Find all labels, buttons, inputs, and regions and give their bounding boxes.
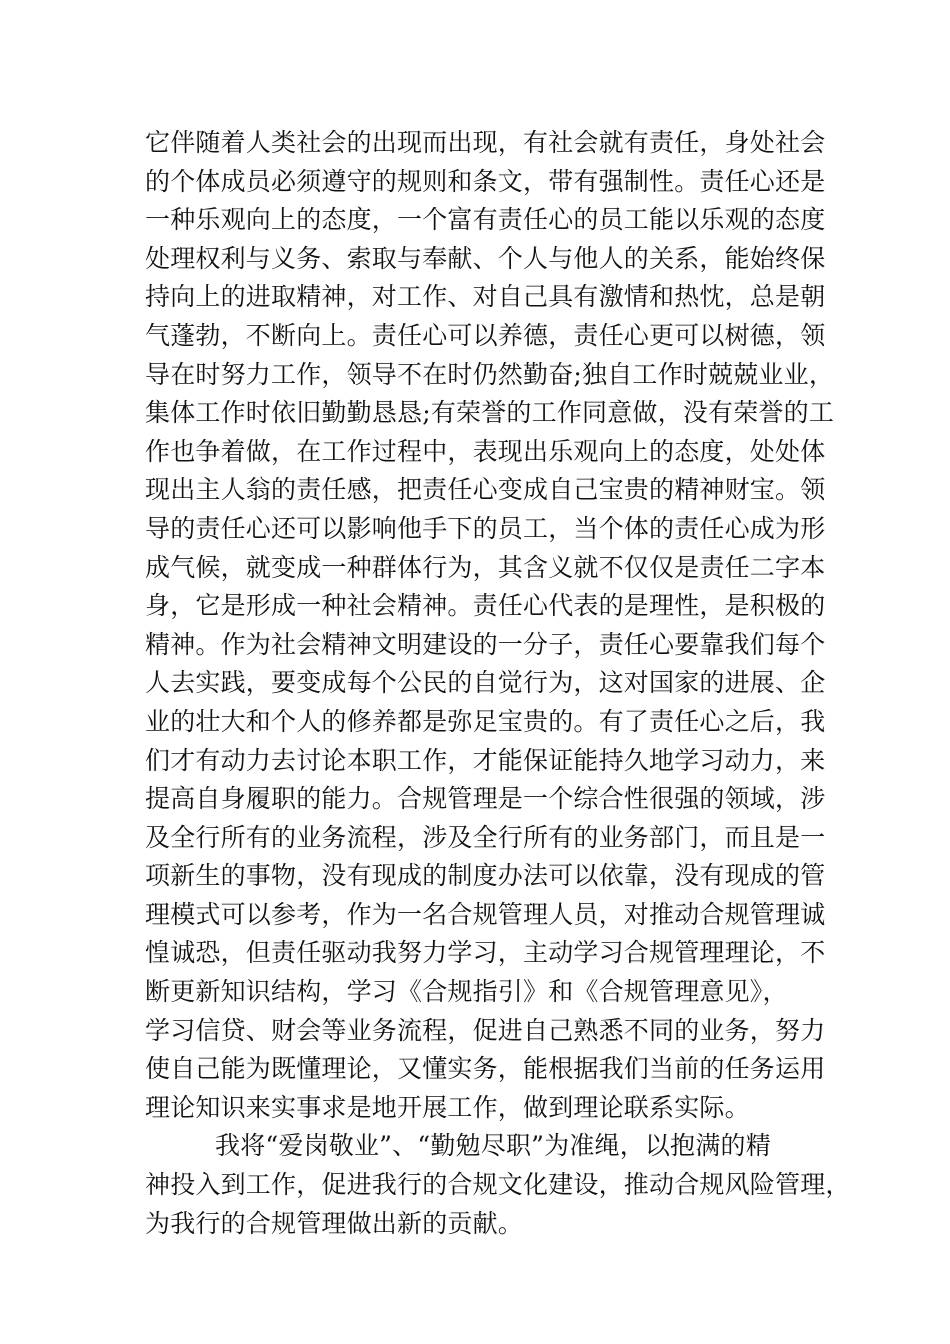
text-line: 一种乐观向上的态度，一个富有责任心的员工能以乐观的态度 [145, 205, 826, 235]
text-line: 使自己能为既懂理论，又懂实务，能根据我们当前的任务运用 [145, 1054, 826, 1084]
text-line: 的个体成员必须遵守的规则和条文，带有强制性。责任心还是 [145, 166, 826, 196]
text-line: 导的责任心还可以影响他手下的员工，当个体的责任心成为形 [145, 513, 826, 543]
text-line: 理模式可以参考，作为一名合规管理人员，对推动合规管理诚 [145, 899, 826, 929]
text-line: 为我行的合规管理做出新的贡献。 [145, 1208, 524, 1238]
text-line: 神投入到工作，促进我行的合规文化建设，推动合规风险管理， [145, 1170, 851, 1200]
text-line: 断更新知识结构，学习《合规指引》和《合规管理意见》， [145, 977, 788, 1007]
text-line: 集体工作时依旧勤勤恳恳;有荣誉的工作同意做，没有荣誉的工 [145, 398, 835, 428]
text-line: 人去实践，要变成每个公民的自觉行为，这对国家的进展、企 [145, 668, 826, 698]
text-line: 它伴随着人类社会的出现而出现，有社会就有责任，身处社会 [145, 128, 826, 157]
text-line: 理论知识来实事求是地开展工作，做到理论联系实际。 [145, 1092, 750, 1122]
text-line: 身，它是形成一种社会精神。责任心代表的是理性，是积极的 [145, 591, 826, 621]
text-line: 项新生的事物，没有现成的制度办法可以依靠，没有现成的管 [145, 861, 826, 891]
text-line: 惶诚恐，但责任驱动我努力学习，主动学习合规管理理论，不 [145, 938, 826, 968]
paragraph-1 [145, 124, 835, 1127]
text-line: 持向上的进取精神，对工作、对自己具有激情和热忱，总是朝 [145, 282, 826, 312]
text-line: 现出主人翁的责任感，把责任心变成自己宝贵的精神财宝。领 [145, 475, 826, 505]
text-line: 导在时努力工作，领导不在时仍然勤奋;独自工作时兢兢业业， [145, 359, 835, 389]
text-line: 们才有动力去讨论本职工作，才能保证能持久地学习动力，来 [145, 745, 826, 775]
text-line: 处理权利与义务、索取与奉献、个人与他人的关系，能始终保 [145, 243, 826, 273]
text-line: 精神。作为社会精神文明建设的一分子，责任心要靠我们每个 [145, 629, 826, 659]
paragraph-2 [145, 1127, 851, 1243]
text-line: 作也争着做，在工作过程中，表现出乐观向上的态度，处处体 [145, 436, 826, 466]
text-line: 及全行所有的业务流程，涉及全行所有的业务部门，而且是一 [145, 822, 826, 852]
text-line: 学习信贷、财会等业务流程，促进自己熟悉不同的业务，努力 [145, 1015, 826, 1045]
text-line: 气蓬勃，不断向上。责任心可以养德，责任心更可以树德，领 [145, 320, 826, 350]
text-line: 提高自身履职的能力。合规管理是一个综合性很强的领域，涉 [145, 784, 826, 814]
text-line: 业的壮大和个人的修养都是弥足宝贵的。有了责任心之后，我 [145, 706, 826, 736]
text-line: 我将“爱岗敬业”、“勤勉尽职”为准绳，以抱满的精 [215, 1131, 771, 1161]
document-body [145, 124, 851, 1243]
text-line: 成气候，就变成一种群体行为，其含义就不仅仅是责任二字本 [145, 552, 826, 582]
